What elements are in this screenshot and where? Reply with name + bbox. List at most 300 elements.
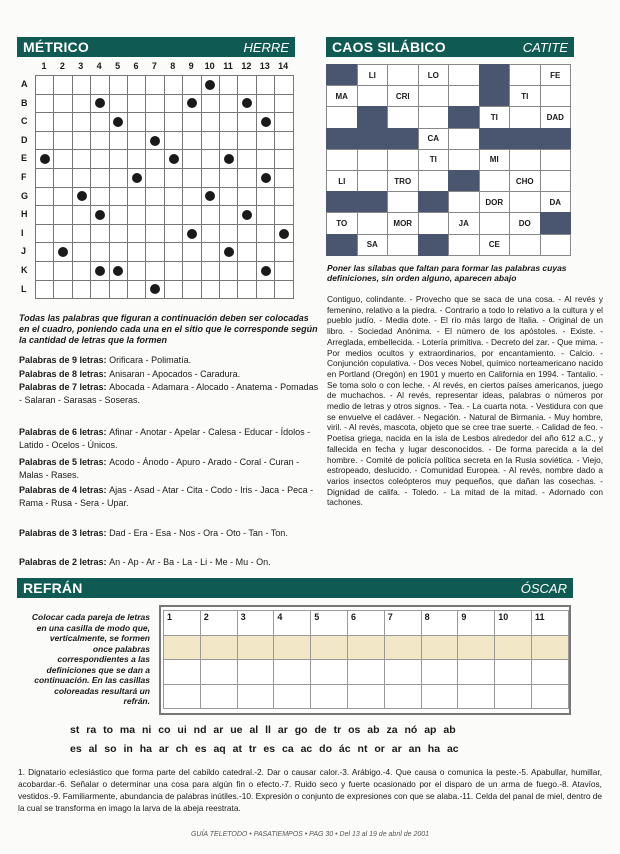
caos-cell[interactable]: TO (326, 212, 358, 234)
caos-cell[interactable]: LI (326, 170, 358, 192)
caos-cell[interactable]: LI (357, 64, 389, 86)
refran-cell[interactable] (531, 659, 569, 685)
refran-cell[interactable] (273, 684, 311, 710)
metrico-cell[interactable] (182, 131, 201, 151)
metrico-cell[interactable] (145, 261, 164, 281)
metrico-cell[interactable] (201, 261, 220, 281)
metrico-cell[interactable] (145, 205, 164, 225)
metrico-row-letter: H (21, 209, 28, 220)
metrico-cell[interactable] (256, 187, 275, 207)
word-group-words: Anisaran - Apocados - Caradura. (109, 369, 241, 379)
metrico-cell[interactable] (90, 187, 109, 207)
refran-title: REFRÁN (23, 580, 83, 596)
metrico-cell[interactable] (274, 94, 293, 114)
metrico-cell[interactable] (127, 75, 146, 95)
caos-cell[interactable] (540, 149, 572, 171)
refran-cell[interactable] (163, 659, 201, 685)
metrico-cell[interactable] (53, 261, 72, 281)
metrico-cell[interactable] (35, 168, 54, 188)
refran-cell[interactable] (163, 684, 201, 710)
metrico-cell[interactable] (145, 168, 164, 188)
caos-cell[interactable]: LO (418, 64, 450, 86)
metrico-col-number: 10 (204, 61, 215, 71)
metrico-cell[interactable] (164, 168, 183, 188)
metrico-cell[interactable] (72, 75, 91, 95)
refran-cell[interactable] (200, 684, 238, 710)
metrico-cell[interactable] (274, 205, 293, 225)
metrico-cell[interactable] (53, 149, 72, 169)
metrico-cell[interactable] (237, 149, 256, 169)
metrico-cell[interactable] (145, 149, 164, 169)
metrico-cell[interactable] (145, 94, 164, 114)
metrico-cell[interactable] (109, 75, 128, 95)
refran-cell[interactable] (494, 684, 532, 710)
metrico-cell[interactable] (127, 280, 146, 300)
metrico-cell[interactable] (237, 261, 256, 281)
metrico-cell[interactable] (127, 205, 146, 225)
refran-highlight-cell[interactable] (457, 635, 495, 661)
metrico-cell[interactable] (90, 242, 109, 262)
metrico-cell[interactable] (145, 242, 164, 262)
metrico-cell[interactable] (53, 205, 72, 225)
metrico-cell[interactable] (35, 224, 54, 244)
metrico-cell[interactable] (109, 168, 128, 188)
metrico-word-group (19, 381, 319, 407)
metrico-cell[interactable] (109, 94, 128, 114)
metrico-cell[interactable] (164, 224, 183, 244)
metrico-cell[interactable] (164, 261, 183, 281)
metrico-cell[interactable] (201, 94, 220, 114)
metrico-black-dot (77, 191, 87, 201)
refran-cell[interactable]: 8 (421, 610, 459, 636)
caos-cell[interactable]: CE (479, 234, 511, 256)
caos-black-cell (479, 64, 511, 86)
caos-cell[interactable]: SA (357, 234, 389, 256)
metrico-cell[interactable] (53, 94, 72, 114)
metrico-col-number: 13 (259, 61, 270, 71)
metrico-cell[interactable] (201, 280, 220, 300)
caos-cell[interactable] (509, 106, 541, 128)
metrico-cell[interactable] (53, 131, 72, 151)
metrico-row-letter: C (21, 116, 28, 127)
metrico-cell[interactable] (127, 149, 146, 169)
caos-black-cell (479, 128, 511, 150)
metrico-cell[interactable] (90, 224, 109, 244)
refran-highlight-cell[interactable] (163, 635, 201, 661)
refran-cell[interactable] (310, 684, 348, 710)
caos-cell[interactable]: TI (418, 149, 450, 171)
metrico-cell[interactable] (109, 242, 128, 262)
caos-cell[interactable]: DOR (479, 191, 511, 213)
caos-cell[interactable] (357, 170, 389, 192)
metrico-cell[interactable] (109, 131, 128, 151)
caos-cell[interactable]: DAD (540, 106, 572, 128)
caos-cell[interactable] (418, 106, 450, 128)
metrico-col-number: 12 (241, 61, 252, 71)
refran-author: ÓSCAR (520, 580, 567, 596)
metrico-cell[interactable] (219, 261, 238, 281)
metrico-cell[interactable] (256, 242, 275, 262)
metrico-col-number: 5 (115, 61, 121, 71)
metrico-cell[interactable] (72, 242, 91, 262)
metrico-black-dot (95, 266, 105, 276)
caos-cell[interactable] (357, 212, 389, 234)
caos-cell[interactable] (509, 149, 541, 171)
metrico-cell[interactable] (35, 242, 54, 262)
metrico-cell[interactable] (109, 224, 128, 244)
metrico-cell[interactable] (274, 280, 293, 300)
metrico-cell[interactable] (219, 112, 238, 132)
metrico-black-dot (169, 154, 179, 164)
metrico-cell[interactable] (182, 280, 201, 300)
metrico-word-group (19, 527, 319, 540)
metrico-cell[interactable] (164, 94, 183, 114)
caos-black-cell (540, 128, 572, 150)
caos-cell[interactable]: TI (479, 106, 511, 128)
metrico-cell[interactable] (164, 112, 183, 132)
metrico-cell[interactable] (219, 280, 238, 300)
metrico-cell[interactable] (274, 131, 293, 151)
caos-cell[interactable] (479, 170, 511, 192)
metrico-cell[interactable] (274, 242, 293, 262)
metrico-cell[interactable] (109, 149, 128, 169)
metrico-row-letter: B (21, 97, 28, 108)
metrico-cell[interactable] (182, 112, 201, 132)
metrico-cell[interactable] (90, 149, 109, 169)
refran-cell[interactable] (421, 659, 459, 685)
caos-title: CAOS SILÁBICO (332, 39, 446, 55)
metrico-cell[interactable] (256, 205, 275, 225)
refran-cell[interactable] (421, 684, 459, 710)
metrico-col-number: 1 (41, 61, 47, 71)
caos-cell[interactable] (387, 149, 419, 171)
refran-cell[interactable]: 3 (237, 610, 275, 636)
caos-cell[interactable] (326, 149, 358, 171)
metrico-cell[interactable] (256, 280, 275, 300)
caos-cell[interactable]: TRO (387, 170, 419, 192)
metrico-cell[interactable] (164, 242, 183, 262)
refran-cell[interactable]: 9 (457, 610, 495, 636)
metrico-cell[interactable] (35, 75, 54, 95)
metrico-cell[interactable] (127, 224, 146, 244)
metrico-cell[interactable] (72, 168, 91, 188)
metrico-cell[interactable] (201, 112, 220, 132)
metrico-cell[interactable] (256, 131, 275, 151)
word-group-words: Ajas - Asad - Atar - Cita - Codo - Iris - Jaca - Peca - Rama - Rusa - Sera - Upar. (19, 485, 314, 508)
metrico-cell[interactable] (35, 261, 54, 281)
metrico-row-letter: K (21, 265, 28, 275)
metrico-cell[interactable] (274, 75, 293, 95)
refran-cell[interactable]: 1 (163, 610, 201, 636)
metrico-cell[interactable] (274, 168, 293, 188)
caos-cell[interactable] (509, 64, 541, 86)
metrico-cell[interactable] (182, 261, 201, 281)
metrico-black-dot (261, 266, 271, 276)
metrico-cell[interactable] (109, 280, 128, 300)
metrico-cell[interactable] (201, 149, 220, 169)
metrico-cell[interactable] (53, 75, 72, 95)
metrico-cell[interactable] (256, 224, 275, 244)
metrico-cell[interactable] (145, 75, 164, 95)
metrico-cell[interactable] (72, 131, 91, 151)
refran-cell[interactable] (273, 659, 311, 685)
metrico-cell[interactable] (237, 112, 256, 132)
caos-cell[interactable] (448, 64, 480, 86)
metrico-cell[interactable] (237, 187, 256, 207)
metrico-cell[interactable] (164, 205, 183, 225)
word-group-label: Palabras de 8 letras: (19, 369, 110, 379)
metrico-cell[interactable] (90, 131, 109, 151)
metrico-black-dot (95, 210, 105, 220)
metrico-word-group (19, 456, 319, 482)
metrico-cell[interactable] (127, 261, 146, 281)
refran-cell[interactable]: 10 (494, 610, 532, 636)
refran-cell[interactable]: 7 (384, 610, 422, 636)
metrico-row-letter: E (21, 153, 28, 164)
metrico-cell[interactable] (90, 168, 109, 188)
refran-cell[interactable]: 4 (273, 610, 311, 636)
caos-cell[interactable] (418, 170, 450, 192)
metrico-col-number: 2 (59, 61, 65, 71)
metrico-cell[interactable] (72, 149, 91, 169)
metrico-cell[interactable] (237, 75, 256, 95)
caos-black-cell (448, 106, 480, 128)
metrico-cell[interactable] (127, 242, 146, 262)
metrico-cell[interactable] (35, 187, 54, 207)
caos-black-cell (326, 64, 358, 86)
caos-cell[interactable] (418, 212, 450, 234)
metrico-cell[interactable] (90, 112, 109, 132)
metrico-cell[interactable] (35, 112, 54, 132)
caos-cell[interactable] (448, 128, 480, 150)
metrico-cell[interactable] (219, 131, 238, 151)
caos-cell[interactable] (326, 106, 358, 128)
caos-black-cell (418, 191, 450, 213)
metrico-cell[interactable] (237, 224, 256, 244)
refran-cell[interactable] (200, 659, 238, 685)
caos-black-cell (326, 128, 358, 150)
caos-cell[interactable]: CHO (509, 170, 541, 192)
word-group-label: Palabras de 2 letras: (19, 557, 110, 567)
word-group-label: Palabras de 9 letras: (19, 355, 110, 365)
refran-cell[interactable] (457, 684, 495, 710)
word-group-words: Abocada - Adamara - Alocado - Anatema - Pomadas - Salaran - Sarasas - Soseras. (19, 382, 319, 405)
refran-cell[interactable] (347, 659, 385, 685)
refran-cell[interactable] (310, 659, 348, 685)
metrico-cell[interactable] (182, 149, 201, 169)
caos-black-cell (326, 191, 358, 213)
metrico-cell[interactable] (182, 205, 201, 225)
refran-highlight-cell[interactable] (384, 635, 422, 661)
refran-highlight-cell[interactable] (273, 635, 311, 661)
caos-cell[interactable]: DO (509, 212, 541, 234)
metrico-cell[interactable] (201, 242, 220, 262)
refran-cell[interactable] (384, 684, 422, 710)
metrico-cell[interactable] (164, 131, 183, 151)
caos-cell[interactable]: DA (540, 191, 572, 213)
caos-cell[interactable] (387, 234, 419, 256)
metrico-cell[interactable] (182, 242, 201, 262)
metrico-header (17, 37, 295, 57)
metrico-cell[interactable] (164, 280, 183, 300)
metrico-cell[interactable] (53, 224, 72, 244)
metrico-cell[interactable] (237, 168, 256, 188)
metrico-cell[interactable] (256, 75, 275, 95)
metrico-cell[interactable] (219, 75, 238, 95)
metrico-cell[interactable] (182, 187, 201, 207)
metrico-black-dot (150, 136, 160, 146)
refran-cell[interactable] (384, 659, 422, 685)
refran-highlight-cell[interactable] (347, 635, 385, 661)
metrico-cell[interactable] (127, 94, 146, 114)
metrico-cell[interactable] (127, 112, 146, 132)
metrico-cell[interactable] (164, 75, 183, 95)
refran-grid (159, 605, 571, 715)
metrico-col-number: 8 (170, 61, 176, 71)
refran-highlight-cell[interactable] (494, 635, 532, 661)
caos-cell[interactable] (540, 170, 572, 192)
metrico-cell[interactable] (237, 131, 256, 151)
refran-highlight-cell[interactable] (421, 635, 459, 661)
metrico-cell[interactable] (72, 280, 91, 300)
metrico-cell[interactable] (182, 168, 201, 188)
refran-cell[interactable] (494, 659, 532, 685)
caos-black-cell (357, 106, 389, 128)
metrico-black-dot (187, 229, 197, 239)
caos-black-cell (448, 170, 480, 192)
metrico-cell[interactable] (35, 94, 54, 114)
metrico-cell[interactable] (109, 187, 128, 207)
metrico-cell[interactable] (35, 280, 54, 300)
metrico-cell[interactable] (53, 280, 72, 300)
caos-cell[interactable] (448, 85, 480, 107)
caos-cell[interactable] (418, 85, 450, 107)
caos-cell[interactable]: CRI (387, 85, 419, 107)
metrico-cell[interactable] (182, 75, 201, 95)
caos-cell[interactable] (509, 191, 541, 213)
refran-highlight-cell[interactable] (237, 635, 275, 661)
metrico-cell[interactable] (201, 131, 220, 151)
caos-cell[interactable] (448, 234, 480, 256)
metrico-cell[interactable] (256, 94, 275, 114)
word-group-label: Palabras de 5 letras: (19, 457, 110, 467)
metrico-cell[interactable] (274, 187, 293, 207)
refran-cell[interactable]: 5 (310, 610, 348, 636)
metrico-cell[interactable] (219, 94, 238, 114)
caos-header (326, 37, 574, 57)
metrico-cell[interactable] (127, 131, 146, 151)
caos-cell[interactable] (357, 85, 389, 107)
caos-cell[interactable] (509, 234, 541, 256)
caos-cell[interactable]: MOR (387, 212, 419, 234)
metrico-cell[interactable] (237, 242, 256, 262)
metrico-col-number: 11 (223, 61, 233, 71)
caos-cell[interactable] (540, 234, 572, 256)
caos-cell[interactable]: TI (509, 85, 541, 107)
caos-cell[interactable] (387, 191, 419, 213)
metrico-cell[interactable] (90, 75, 109, 95)
metrico-cell[interactable] (109, 205, 128, 225)
refran-cell[interactable]: 2 (200, 610, 238, 636)
caos-instructions: Poner las sílabas que faltan para formar las palabras cuyas definiciones, sin orden alguno, aparecen abajo (327, 263, 567, 283)
refran-highlight-cell[interactable] (310, 635, 348, 661)
metrico-author: HERRE (243, 39, 289, 55)
metrico-cell[interactable] (72, 112, 91, 132)
metrico-cell[interactable] (35, 131, 54, 151)
metrico-cell[interactable] (201, 168, 220, 188)
metrico-cell[interactable] (274, 149, 293, 169)
refran-cell[interactable] (531, 684, 569, 710)
metrico-cell[interactable] (145, 112, 164, 132)
caos-cell[interactable]: CA (418, 128, 450, 150)
refran-highlight-cell[interactable] (531, 635, 569, 661)
refran-cell[interactable] (347, 684, 385, 710)
metrico-cell[interactable] (53, 168, 72, 188)
metrico-cell[interactable] (35, 205, 54, 225)
metrico-cell[interactable] (201, 224, 220, 244)
metrico-cell[interactable] (72, 205, 91, 225)
metrico-cell[interactable] (219, 205, 238, 225)
refran-cell[interactable]: 11 (531, 610, 569, 636)
metrico-cell[interactable] (72, 224, 91, 244)
caos-cell[interactable] (387, 64, 419, 86)
metrico-cell[interactable] (219, 187, 238, 207)
page-footer: GUÍA TELETODO • PASATIEMPOS • PAG 30 • Del 13 al 19 de abril de 2001 (190, 831, 430, 838)
metrico-col-number: 7 (151, 61, 157, 71)
word-group-label: Palabras de 4 letras: (19, 485, 110, 495)
refran-cell[interactable] (457, 659, 495, 685)
metrico-cell[interactable] (219, 224, 238, 244)
metrico-black-dot (40, 154, 50, 164)
metrico-cell[interactable] (237, 280, 256, 300)
metrico-cell[interactable] (274, 261, 293, 281)
refran-highlight-cell[interactable] (200, 635, 238, 661)
caos-cell[interactable]: MI (479, 149, 511, 171)
metrico-word-group (19, 354, 319, 367)
metrico-cell[interactable] (219, 168, 238, 188)
caos-cell[interactable]: JA (448, 212, 480, 234)
metrico-row-letter: G (21, 190, 29, 201)
caos-cell[interactable] (479, 212, 511, 234)
caos-cell[interactable] (540, 85, 572, 107)
caos-black-cell (540, 212, 572, 234)
metrico-cell[interactable] (90, 280, 109, 300)
refran-cell[interactable]: 6 (347, 610, 385, 636)
metrico-cell[interactable] (72, 94, 91, 114)
caos-cell[interactable]: MA (326, 85, 358, 107)
metrico-cell[interactable] (127, 187, 146, 207)
metrico-title: MÉTRICO (23, 39, 89, 55)
caos-cell[interactable] (387, 106, 419, 128)
metrico-cell[interactable] (53, 187, 72, 207)
metrico-cell[interactable] (145, 224, 164, 244)
metrico-cell[interactable] (256, 149, 275, 169)
metrico-cell[interactable] (164, 187, 183, 207)
refran-cell[interactable] (237, 659, 275, 685)
metrico-cell[interactable] (145, 187, 164, 207)
metrico-black-dot (261, 117, 271, 127)
refran-cell[interactable] (237, 684, 275, 710)
metrico-cell[interactable] (274, 112, 293, 132)
refran-syllables-2: es al so in ha ar ch es aq at tr es ca ac do ác nt or ar an ha ac (70, 743, 459, 755)
metrico-cell[interactable] (201, 205, 220, 225)
caos-cell[interactable]: FE (540, 64, 572, 86)
caos-cell[interactable] (448, 149, 480, 171)
caos-cell[interactable] (357, 149, 389, 171)
metrico-cell[interactable] (72, 261, 91, 281)
caos-cell[interactable] (448, 191, 480, 213)
metrico-cell[interactable] (53, 112, 72, 132)
